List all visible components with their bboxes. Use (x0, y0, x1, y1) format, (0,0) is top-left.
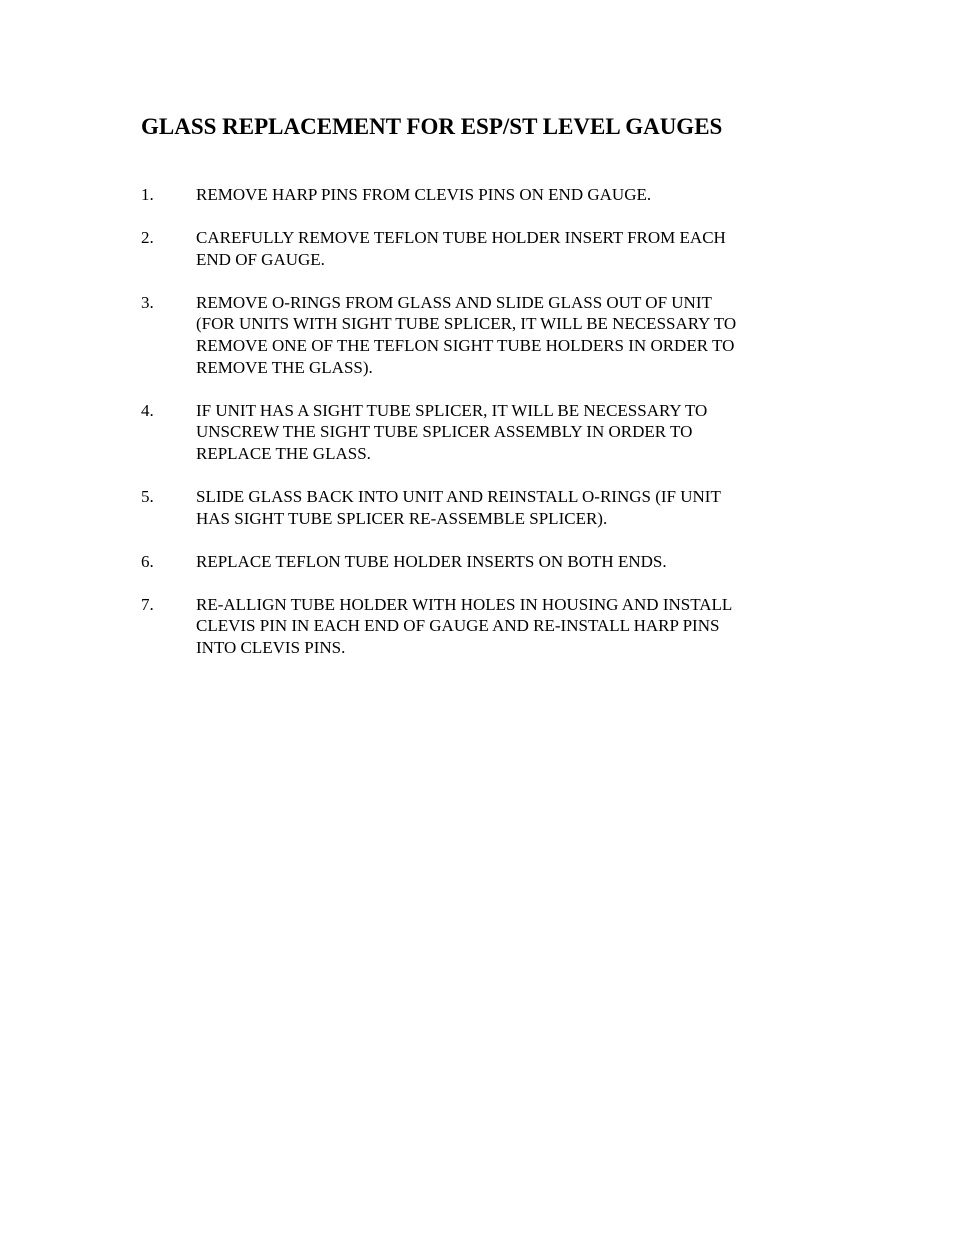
step-number: 4. (141, 400, 154, 420)
step-text: IF UNIT HAS A SIGHT TUBE SPLICER, IT WILL BE NECESSARY TO UNSCREW THE SIGHT TUBE SPLICER ASSEMBLY IN ORDER TO REPLACE THE GLASS. (196, 400, 708, 463)
step-text: REMOVE O-RINGS FROM GLASS AND SLIDE GLASS OUT OF UNIT (FOR UNITS WITH SIGHT TUBE SPLICER, IT WILL BE NECESSARY TO REMOVE ONE OF THE TEFLON SIGHT TUBE HOLDERS IN ORDER TO REMOVE THE GLASS). (196, 292, 737, 377)
step-number: 2. (141, 228, 154, 248)
step-text: RE-ALLIGN TUBE HOLDER WITH HOLES IN HOUSING AND INSTALL CLEVIS PIN IN EACH END OF GAUGE AND RE-INSTALL HARP PINS INTO CLEVIS PINS. (196, 594, 733, 657)
step-number: 6. (141, 551, 154, 571)
instruction-list (141, 184, 821, 680)
instruction-step (141, 184, 821, 206)
instruction-step (141, 400, 821, 465)
document-title: GLASS REPLACEMENT FOR ESP/ST LEVEL GAUGES (141, 114, 723, 139)
instruction-step (141, 594, 821, 659)
step-number: 1. (141, 185, 154, 204)
step-number: 3. (141, 292, 154, 312)
instruction-step (141, 551, 821, 573)
instruction-step (141, 227, 821, 270)
instruction-step (141, 486, 821, 529)
step-number: 5. (141, 486, 154, 506)
step-number: 7. (141, 594, 154, 614)
step-text: REPLACE TEFLON TUBE HOLDER INSERTS ON BOTH ENDS. (196, 551, 667, 571)
instruction-step (141, 292, 821, 378)
step-text: CAREFULLY REMOVE TEFLON TUBE HOLDER INSERT FROM EACH END OF GAUGE. (196, 228, 726, 269)
step-text: SLIDE GLASS BACK INTO UNIT AND REINSTALL O-RINGS (IF UNIT HAS SIGHT TUBE SPLICER RE-ASSEMBLE SPLICER). (196, 486, 721, 528)
step-text: REMOVE HARP PINS FROM CLEVIS PINS ON END GAUGE. (196, 185, 652, 204)
